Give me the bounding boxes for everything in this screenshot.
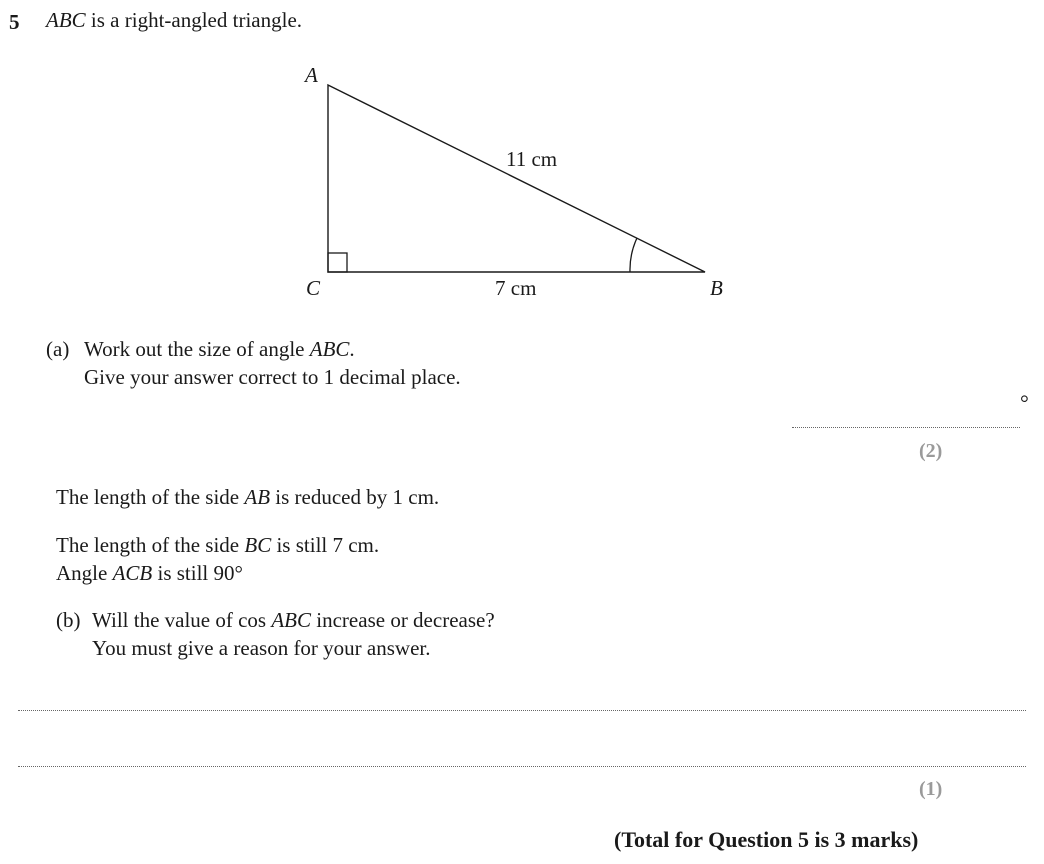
answer-line-b-2[interactable] [18,766,1026,767]
info-line-2 [56,535,379,556]
part-a-angle-name: ABC [309,337,350,361]
info-2-side: BC [244,533,272,557]
info-3-rest: is still 90° [152,561,243,585]
part-b-text: Will the value of cos [92,608,272,632]
angle-abc-arc [630,238,637,272]
info-3-text: Angle [56,561,113,585]
info-1-side: AB [244,485,271,509]
right-angle-marker [328,253,347,272]
info-line-1 [56,487,439,508]
vertex-a-label: A [305,63,318,87]
base-length-label: 7 cm [495,276,537,300]
answer-line-a[interactable] [792,427,1020,428]
part-b-line-1 [92,610,495,631]
part-a-period: . [349,337,355,361]
total-marks: (Total for Question 5 is 3 marks) [614,827,919,852]
hypotenuse-length-label: 11 cm [506,147,558,171]
part-b-label: (b) [56,608,81,632]
part-b-line-2: You must give a reason for your answer. [92,636,431,660]
info-1-rest: is reduced by 1 cm. [270,485,440,509]
triangle-diagram [0,0,1044,330]
part-a-text: Work out the size of angle [84,337,310,361]
intro-text: is a right-angled triangle. [85,8,303,32]
info-1-text: The length of the side [56,485,245,509]
info-3-angle: ACB [112,561,153,585]
question-number: 5 [9,10,20,34]
info-2-text: The length of the side [56,533,245,557]
part-a-line-2: Give your answer correct to 1 decimal place. [84,365,461,389]
part-b-marks: (1) [919,778,943,800]
triangle-abc [328,85,705,272]
part-a-marks: (2) [919,440,943,462]
part-b-angle-name: ABC [271,608,312,632]
part-b-rest: increase or decrease? [311,608,495,632]
info-2-rest: is still 7 cm. [271,533,380,557]
degree-symbol: ° [1020,390,1029,415]
part-a-label: (a) [46,337,70,361]
info-line-3 [56,563,243,584]
answer-line-b-1[interactable] [18,710,1026,711]
intro-triangle-name: ABC [46,8,86,32]
part-a-line-1 [84,339,355,360]
vertex-c-label: C [306,276,321,300]
vertex-b-label: B [710,276,723,300]
